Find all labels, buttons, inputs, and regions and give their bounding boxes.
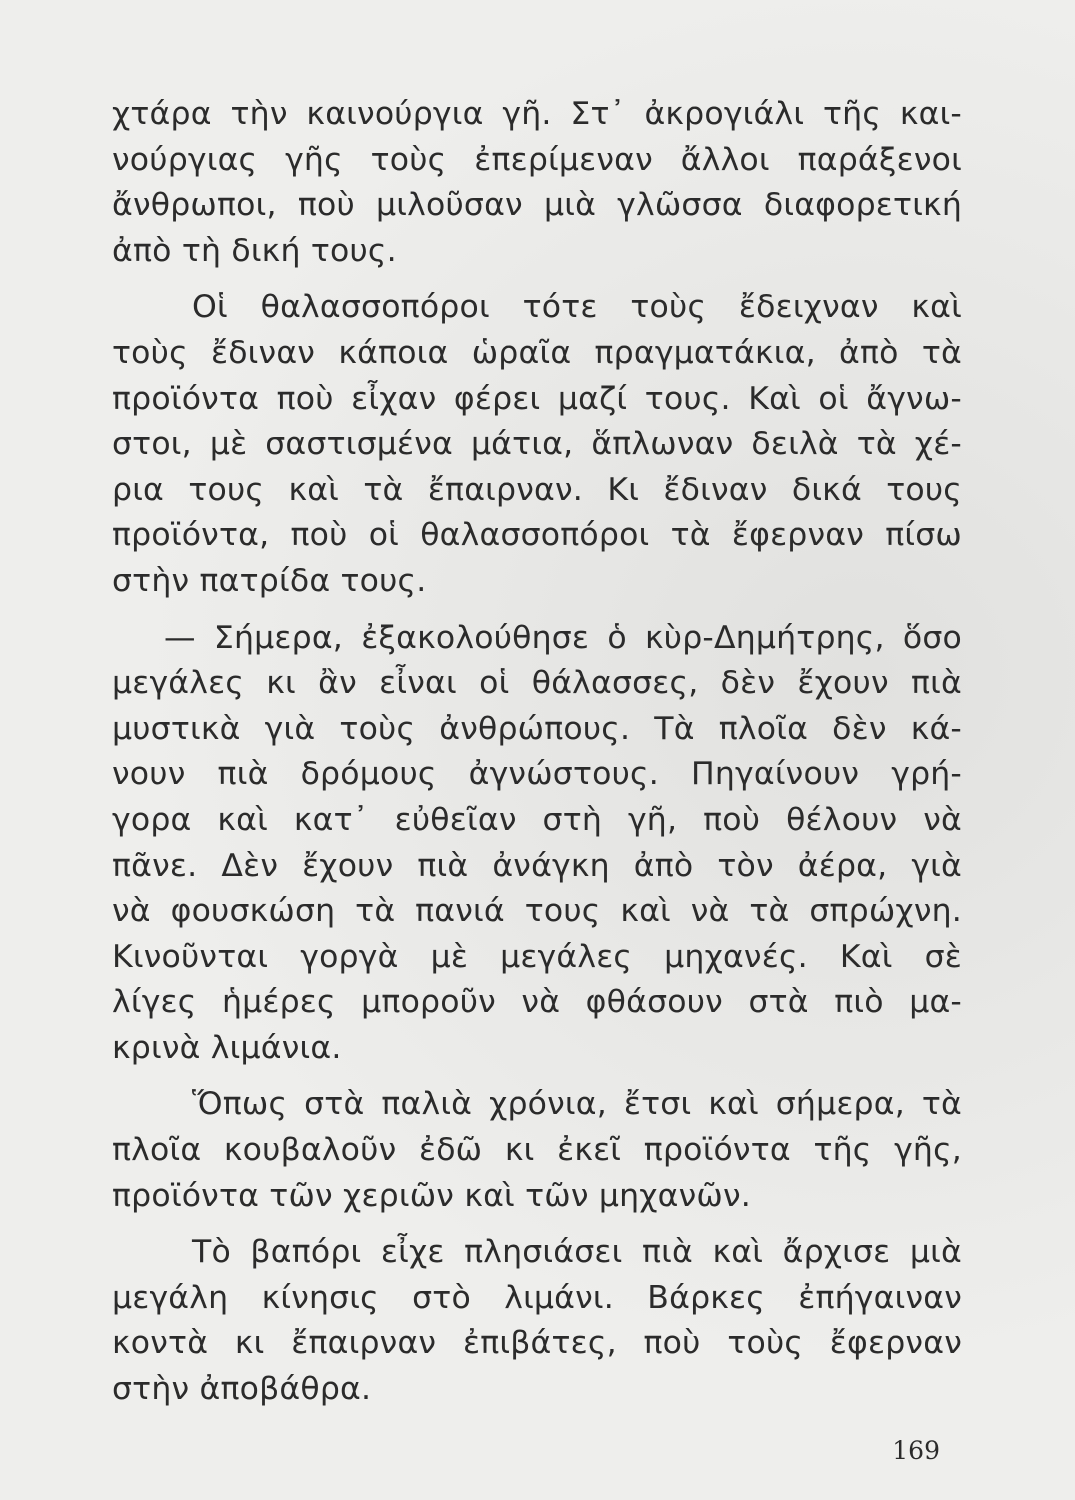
text-line: κρινὰ λιμάνια. [112, 1029, 342, 1066]
text-line: γορα καὶ κατ᾿ εὐθεῖαν στὴ γῆ, ποὺ θέλουν νὰ [112, 801, 962, 838]
text-line: ἄνθρωποι, ποὺ μιλοῦσαν μιὰ γλῶσσα διαφορετική [112, 187, 962, 224]
text-line: ρια τους καὶ τὰ ἔπαιρναν. Κι ἔδιναν δικά τους [112, 471, 962, 508]
body-text [112, 92, 962, 1413]
text-line: νὰ φουσκώση τὰ πανιά τους καὶ νὰ τὰ σπρώχνη. [112, 893, 962, 930]
text-line: προϊόντα ποὺ εἶχαν φέρει μαζί τους. Καὶ οἱ ἄγνω- [112, 380, 962, 417]
text-line: στοι, μὲ σαστισμένα μάτια, ἅπλωναν δειλὰ τὰ χέ- [112, 426, 962, 463]
text-line: μυστικὰ γιὰ τοὺς ἀνθρώπους. Τὰ πλοῖα δὲν κά- [112, 710, 962, 747]
text-line: στὴν πατρίδα τους. [112, 562, 427, 599]
text-line: πλοῖα κουβαλοῦν ἐδῶ κι ἐκεῖ προϊόντα τῆς γῆς, [112, 1132, 962, 1169]
text-line: προϊόντα, ποὺ οἱ θαλασσοπόροι τὰ ἔφερναν πίσω [112, 517, 962, 554]
text-line: Ὅπως στὰ παλιὰ χρόνια, ἔτσι καὶ σήμερα, τὰ [192, 1086, 962, 1123]
paragraph-gap [112, 605, 962, 616]
text-line: νουν πιὰ δρόμους ἀγνώστους. Πηγαίνουν γρή- [112, 756, 962, 793]
text-line: χτάρα τὴν καινούργια γῆ. Στ᾿ ἀκρογιάλι τῆς και- [112, 96, 962, 132]
text-line: κοντὰ κι ἔπαιρναν ἐπιβάτες, ποὺ τοὺς ἔφερναν [112, 1325, 962, 1362]
text-line: Οἱ θαλασσοπόροι τότε τοὺς ἔδειχναν καὶ [192, 289, 962, 326]
paragraph-gap [112, 1071, 962, 1082]
text-line: νούργιας γῆς τοὺς ἐπερίμεναν ἄλλοι παράξενοι [112, 141, 962, 178]
text-line: Κινοῦνται γοργὰ μὲ μεγάλες μηχανές. Καὶ σὲ [112, 938, 962, 975]
text-line: στὴν ἀποβάθρα. [112, 1371, 372, 1408]
page-number: 169 [892, 1436, 940, 1465]
text-line: προϊόντα τῶν χεριῶν καὶ τῶν μηχανῶν. [112, 1177, 752, 1214]
text-line: τοὺς ἔδιναν κάποια ὡραῖα πραγματάκια, ἀπὸ τὰ [112, 334, 962, 371]
text-line: — Σήμερα, ἐξακολούθησε ὁ κὺρ-Δημήτρης, ὅσο [164, 619, 962, 656]
text-line: μεγάλη κίνησις στὸ λιμάνι. Βάρκες ἐπήγαιναν [112, 1279, 962, 1316]
text-line: πᾶνε. Δὲν ἔχουν πιὰ ἀνάγκη ἀπὸ τὸν ἀέρα, γιὰ [112, 847, 962, 884]
paragraph-gap [112, 274, 962, 285]
paragraph-gap [112, 1219, 962, 1230]
text-line: ἀπὸ τὴ δική τους. [112, 232, 397, 269]
text-line: μεγάλες κι ἂν εἶναι οἱ θάλασσες, δὲν ἔχουν πιὰ [112, 665, 962, 702]
text-line: Τὸ βαπόρι εἶχε πλησιάσει πιὰ καὶ ἄρχισε μιὰ [192, 1234, 962, 1271]
text-line: λίγες ἡμέρες μποροῦν νὰ φθάσουν στὰ πιὸ μα- [112, 984, 962, 1021]
